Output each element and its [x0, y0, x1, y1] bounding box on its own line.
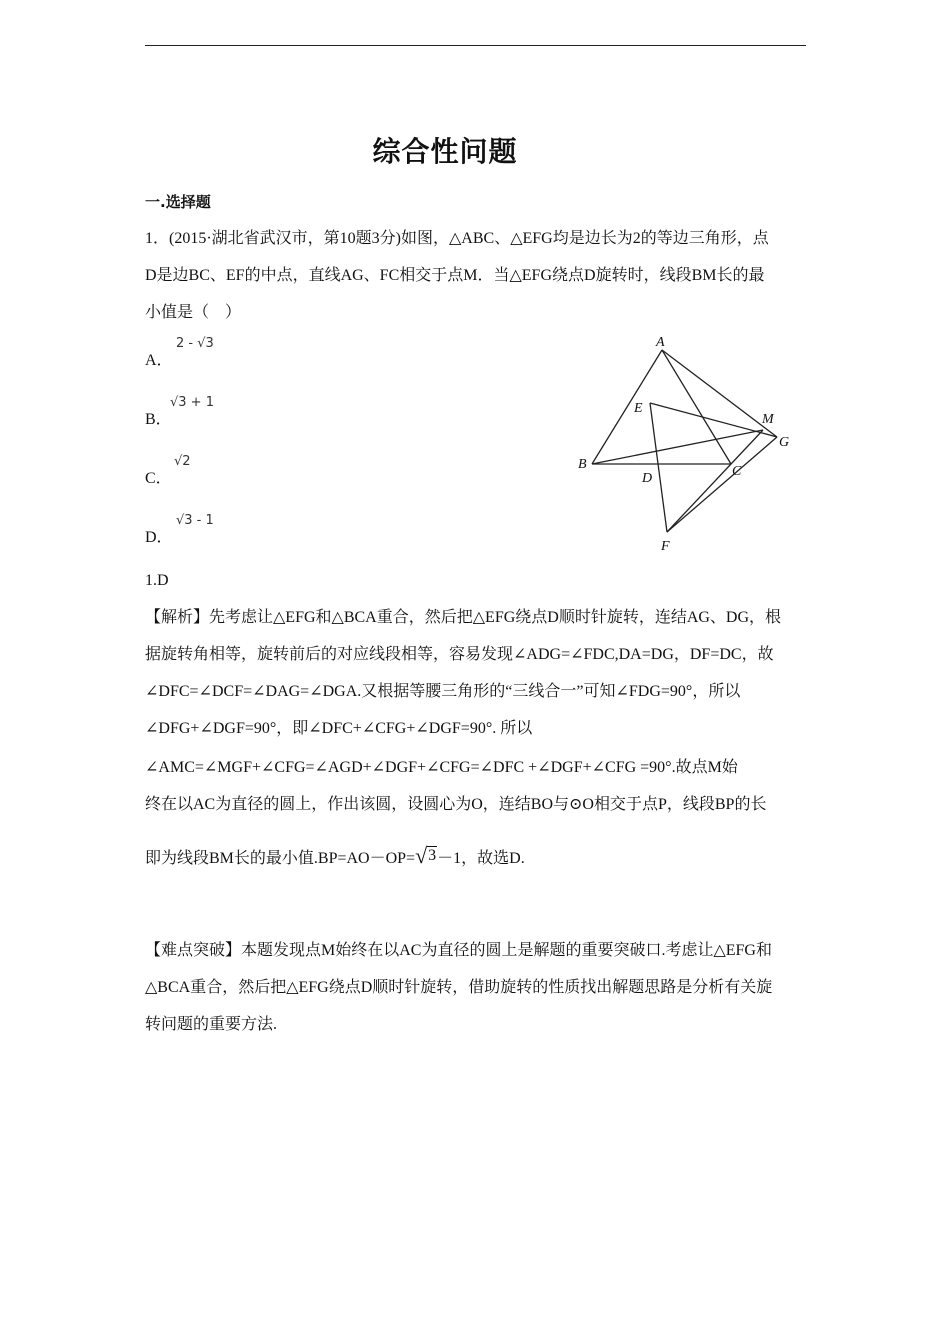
question-line-3: 小值是（ ） [145, 304, 242, 321]
label-g: G [779, 435, 790, 450]
question-line-1: 1．(2015·湖北省武汉市，第10题3分)如图，△ABC、△EFG均是边长为2的等边三角形，点 [145, 230, 769, 247]
option-c-value: √2 [174, 454, 191, 469]
geometry-figure [570, 330, 810, 560]
label-e: E [634, 401, 643, 416]
option-c-label: C． [145, 470, 172, 487]
label-c: C [732, 464, 742, 479]
header-rule [145, 45, 806, 46]
answer: 1.D [145, 572, 169, 589]
option-a-label: A． [145, 352, 173, 369]
label-d: D [642, 471, 653, 486]
label-a: A [656, 335, 665, 350]
label-f: F [661, 539, 670, 554]
analysis-line-3: ∠DFC=∠DCF=∠DAG=∠DGA.又根据等腰三角形的“三线合一”可知∠FDG=90°，所以 [145, 683, 741, 700]
option-d-value: √3 - 1 [176, 513, 214, 528]
option-a-value: 2 - √3 [176, 336, 214, 351]
option-b-label: B． [145, 411, 172, 428]
segment-eg [650, 403, 777, 437]
analysis-line-4: ∠DFG+∠DGF=90°，即∠DFC+∠CFG+∠DGF=90°. 所以 [145, 720, 533, 737]
difficulty-line-1: 【难点突破】本题发现点M始终在以AC为直径的圆上是解题的重要突破口.考虑让△EFG和 [145, 942, 772, 959]
analysis-line-6: 终在以AC为直径的圆上，作出该圆，设圆心为O，连结BO与⊙O相交于点P，线段BP的长 [145, 796, 767, 813]
segment-fg [667, 437, 777, 532]
label-m: M [762, 412, 774, 427]
question-line-2: D是边BC、EF的中点，直线AG、FC相交于点M．当△EFG绕点D旋转时，线段BM长的最 [145, 267, 765, 284]
label-b: B [578, 457, 587, 472]
line-ag [662, 350, 777, 437]
option-d-label: D． [145, 529, 173, 546]
sqrt-symbol: √ [415, 843, 428, 868]
analysis-line-2: 据旋转角相等，旋转前后的对应线段相等，容易发现∠ADG=∠FDC,DA=DG，DF=DC，故 [145, 646, 774, 663]
line-fm [667, 430, 763, 532]
analysis-line-7-end: －1，故选D. [437, 850, 525, 867]
option-b-value: √3 + 1 [170, 395, 214, 410]
segment-ac [662, 350, 731, 464]
difficulty-line-2: △BCA重合，然后把△EFG绕点D顺时针旋转，借助旋转的性质找出解题思路是分析有关旋 [145, 979, 773, 996]
analysis-line-7-start: 即为线段BM长的最小值.BP=AO－OP= [145, 850, 416, 867]
difficulty-line-3: 转问题的重要方法. [145, 1016, 278, 1033]
section-heading: 一.选择题 [145, 193, 211, 211]
analysis-line-1: 【解析】先考虑让△EFG和△BCA重合，然后把△EFG绕点D顺时针旋转，连结AG、DG，根 [145, 609, 782, 626]
sqrt-radicand: 3 [428, 847, 437, 864]
segment-bm [592, 430, 763, 464]
analysis-line-7 [145, 843, 525, 869]
segment-ef [650, 403, 667, 532]
segment-ab [592, 350, 662, 464]
analysis-line-5: ∠AMC=∠MGF+∠CFG=∠AGD+∠DGF+∠CFG=∠DFC +∠DGF+∠CFG =90°.故点M始 [145, 759, 738, 776]
page-title: 综合性问题 [372, 135, 518, 168]
